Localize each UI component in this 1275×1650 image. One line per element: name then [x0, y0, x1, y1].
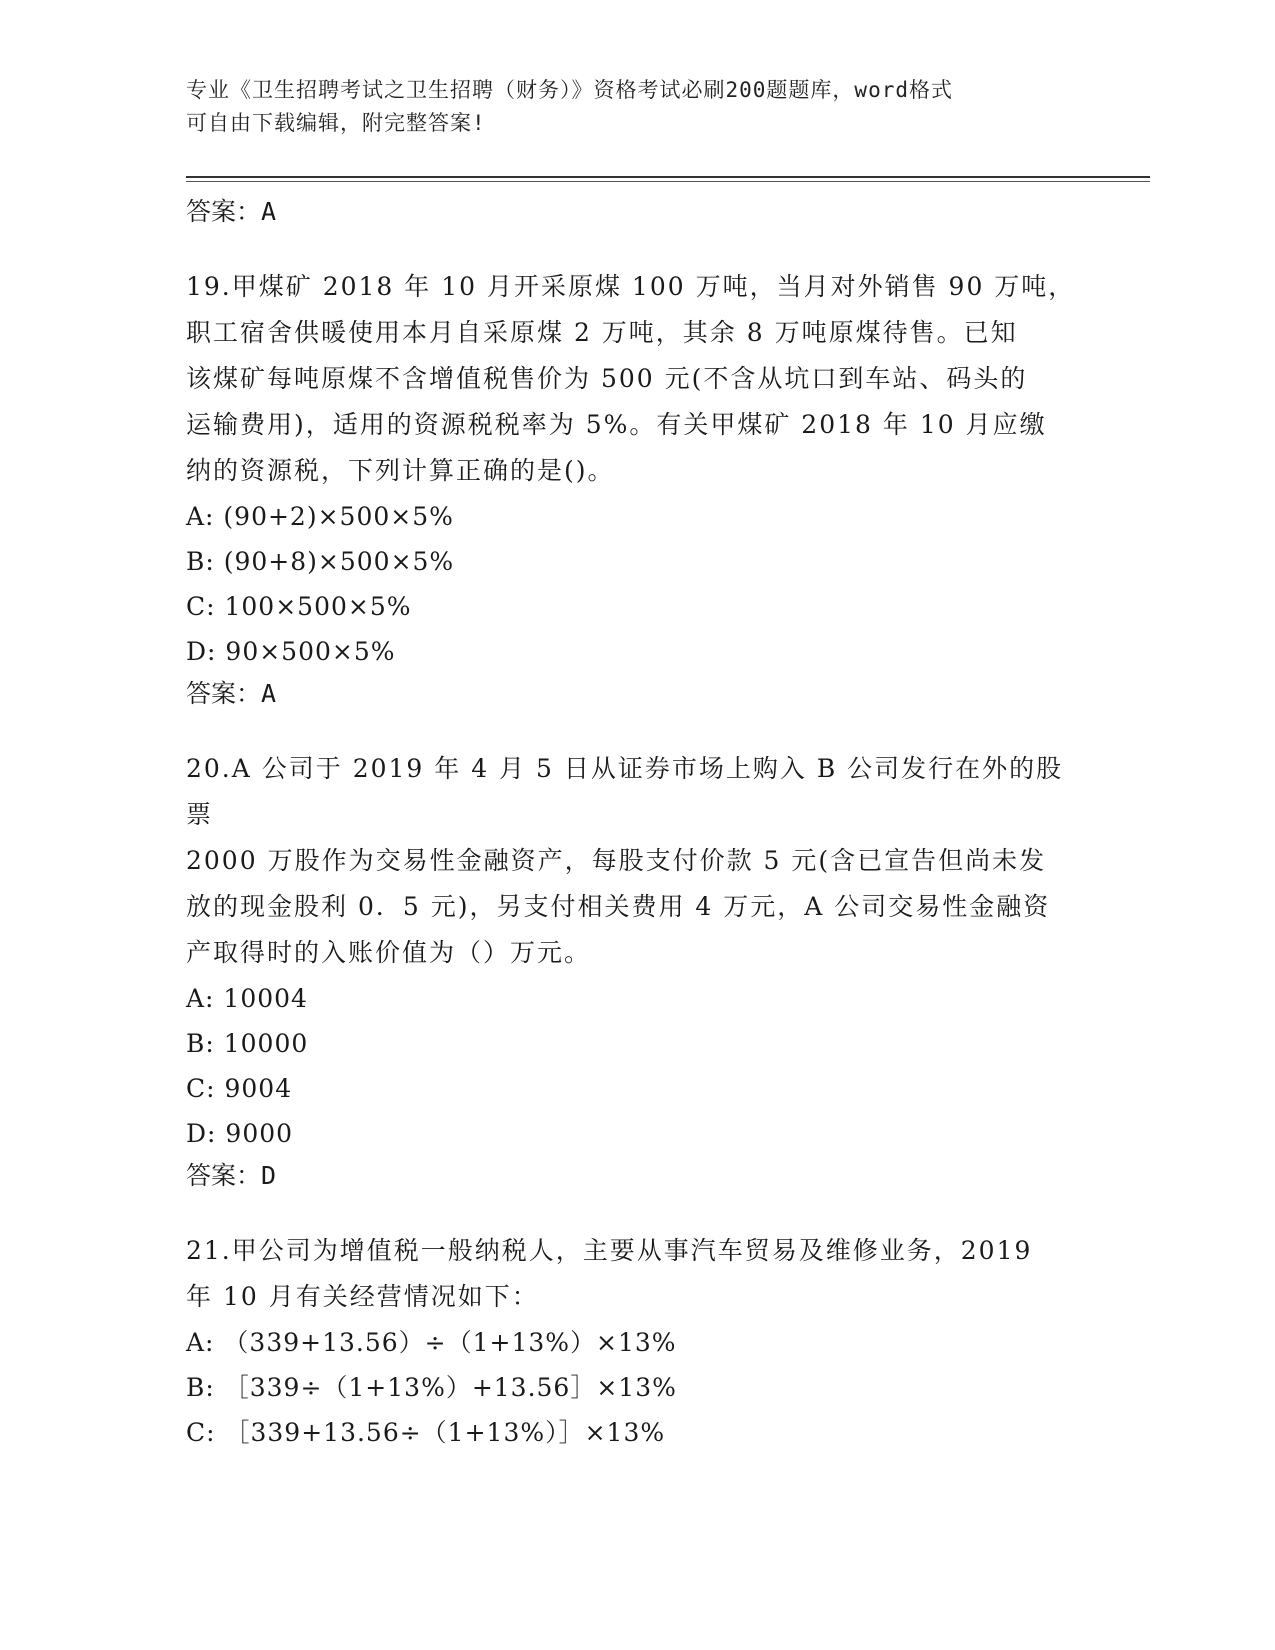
- question-line: 放的现金股利 0．5 元)，另支付相关费用 4 万元，A 公司交易性金融资: [186, 892, 1051, 921]
- option-c: C: 100×500×5%: [186, 592, 412, 621]
- option-d: D: 90×500×5%: [186, 637, 396, 666]
- document-header: [186, 74, 1066, 140]
- header-rule-thin: [186, 181, 1150, 182]
- spacer: [186, 1196, 1086, 1228]
- option-a: A: 10004: [186, 984, 308, 1013]
- option-b: B: 10000: [186, 1029, 309, 1058]
- header-line-2: 可自由下载编辑，附完整答案!: [186, 111, 486, 135]
- option-a: A: （339+13.56）÷（1+13%）×13%: [186, 1328, 677, 1357]
- answer: 答案：A: [186, 679, 277, 708]
- previous-answer: 答案：A: [186, 197, 277, 226]
- option-c: C: ［339+13.56÷（1+13%）］×13%: [186, 1418, 666, 1447]
- question-line: 运输费用)，适用的资源税税率为 5%。有关甲煤矿 2018 年 10 月应缴: [186, 410, 1047, 439]
- header-line-1: 专业《卫生招聘考试之卫生招聘（财务）》资格考试必刷200题题库，word格式: [186, 78, 953, 102]
- option-b: B: (90+8)×500×5%: [186, 547, 455, 576]
- question-19: [186, 264, 1086, 714]
- question-line: 该煤矿每吨原煤不含增值税售价为 500 元(不含从坑口到车站、码头的: [186, 364, 1028, 393]
- question-line: 2000 万股作为交易性金融资产，每股支付价款 5 元(含已宣告但尚未发: [186, 846, 1047, 875]
- option-b: B: ［339÷（1+13%）+13.56］×13%: [186, 1373, 677, 1402]
- question-21: [186, 1228, 1086, 1455]
- question-line: 19.甲煤矿 2018 年 10 月开采原煤 100 万吨，当月对外销售 90 万吨，: [186, 272, 1076, 301]
- spacer: [186, 714, 1086, 746]
- question-line: 职工宿舍供暖使用本月自采原煤 2 万吨，其余 8 万吨原煤待售。已知: [186, 318, 1018, 347]
- answer: 答案：D: [186, 1161, 277, 1190]
- option-c: C: 9004: [186, 1074, 293, 1103]
- question-line: 年 10 月有关经营情况如下：: [186, 1282, 539, 1311]
- option-a: A: (90+2)×500×5%: [186, 502, 454, 531]
- spacer: [186, 232, 1086, 264]
- question-line: 20.A 公司于 2019 年 4 月 5 日从证券市场上购入 B 公司发行在外的股票: [186, 754, 1064, 829]
- header-rule-thick: [186, 176, 1150, 178]
- question-20: [186, 746, 1086, 1196]
- question-line: 产取得时的入账价值为（）万元。: [186, 938, 592, 967]
- option-d: D: 9000: [186, 1119, 294, 1148]
- document-body: [186, 192, 1086, 1455]
- question-line: 纳的资源税，下列计算正确的是()。: [186, 456, 615, 485]
- question-line: 21.甲公司为增值税一般纳税人，主要从事汽车贸易及维修业务，2019: [186, 1236, 1033, 1265]
